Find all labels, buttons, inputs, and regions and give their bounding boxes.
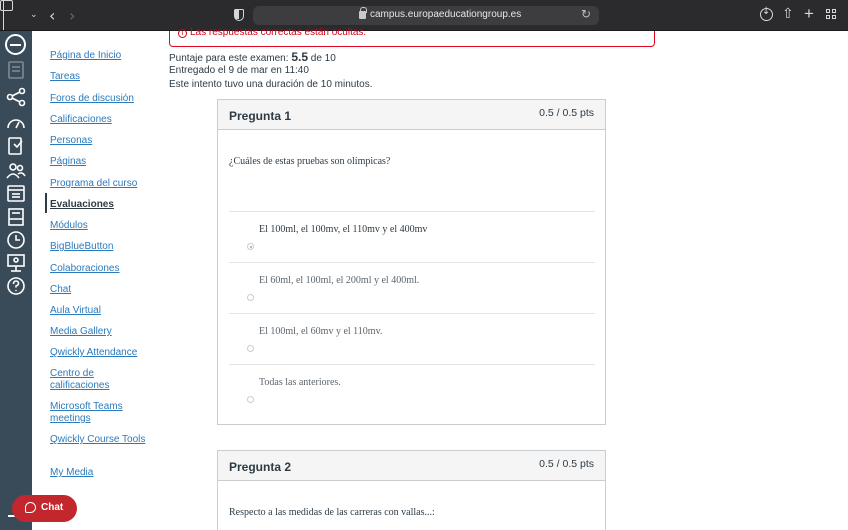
calendar-icon[interactable]: [6, 183, 26, 203]
browser-toolbar: [0, 0, 848, 31]
course-nav-evaluaciones[interactable]: Evaluaciones: [50, 199, 114, 210]
course-nav-centro-calificaciones[interactable]: Centro de calificaciones: [50, 368, 110, 391]
shield-icon[interactable]: [234, 9, 244, 21]
course-nav-paginas[interactable]: Páginas: [50, 156, 87, 167]
groups-icon[interactable]: [6, 161, 26, 181]
score-label: Puntaje para este examen:: [169, 53, 289, 64]
question-card: [217, 450, 606, 530]
inbox-icon[interactable]: [6, 207, 26, 227]
info-icon: i: [178, 29, 187, 38]
question-points: 0.5 / 0.5 pts: [539, 458, 594, 470]
answer-radio[interactable]: [247, 294, 254, 301]
answer-text: El 100ml, el 60mv y el 110mv.: [259, 326, 383, 337]
active-indicator: [45, 193, 47, 213]
course-nav-media-gallery[interactable]: Media Gallery: [50, 326, 112, 337]
reload-icon[interactable]: ↻: [580, 7, 591, 21]
duration-line: Este intento tuvo una duración de 10 minutos.: [169, 79, 373, 90]
course-nav-inicio[interactable]: Página de Inicio: [50, 50, 122, 61]
alert-text: Las respuestas correctas están ocultas.: [190, 27, 367, 38]
course-nav-qwickly-attendance[interactable]: Qwickly Attendance: [50, 347, 138, 358]
course-nav-colaboraciones[interactable]: Colaboraciones: [50, 263, 120, 274]
chat-bubble-icon: [25, 502, 36, 513]
question-header: [218, 100, 605, 130]
account-icon[interactable]: [6, 60, 26, 80]
answer-text: El 60ml, el 100ml, el 200ml y el 400ml.: [259, 275, 420, 286]
course-nav-bigbluebutton[interactable]: BigBlueButton: [50, 241, 114, 252]
answer-radio[interactable]: [247, 396, 254, 403]
submitted-line: Entregado el 9 de mar en 11:40: [169, 65, 309, 76]
answer-option[interactable]: [229, 313, 595, 364]
course-nav-modulos[interactable]: Módulos: [50, 220, 88, 231]
score-suffix: de 10: [310, 53, 336, 64]
answer-option[interactable]: [229, 364, 595, 415]
course-nav-chat[interactable]: Chat: [50, 284, 72, 295]
course-nav-tareas[interactable]: Tareas: [50, 71, 81, 82]
dashboard-icon[interactable]: [6, 113, 26, 133]
question-text: Respecto a las medidas de las carreras con vallas...:: [229, 507, 435, 518]
tab-overview-icon[interactable]: [826, 9, 837, 20]
lock-icon: [359, 11, 366, 19]
answer-radio[interactable]: [247, 345, 254, 352]
chevron-down-icon[interactable]: ⌄: [30, 9, 38, 19]
address-bar[interactable]: [253, 6, 599, 25]
question-title: Pregunta 1: [229, 109, 292, 123]
new-tab-icon[interactable]: +: [804, 4, 814, 23]
course-nav-programa[interactable]: Programa del curso: [50, 178, 138, 189]
course-nav-aula-virtual[interactable]: Aula Virtual: [50, 305, 101, 316]
history-icon[interactable]: [6, 230, 26, 250]
chat-button[interactable]: [12, 495, 77, 522]
help-icon[interactable]: [6, 276, 26, 296]
chat-button-label: Chat: [41, 502, 64, 513]
forward-icon[interactable]: ›: [69, 6, 76, 25]
question-text: ¿Cuáles de estas pruebas son olímpicas?: [229, 156, 391, 167]
answer-radio[interactable]: [247, 243, 254, 250]
question-card: [217, 99, 606, 425]
hidden-answers-alert: [169, 27, 655, 47]
share-icon[interactable]: ⇧: [782, 6, 794, 22]
studio-icon[interactable]: [6, 253, 26, 273]
course-nav-my-media[interactable]: My Media: [50, 467, 94, 478]
answer-text: Todas las anteriores.: [259, 377, 341, 388]
answer-option[interactable]: [229, 211, 595, 262]
course-nav-teams[interactable]: Microsoft Teams meetings: [50, 401, 123, 424]
download-icon[interactable]: [760, 8, 773, 21]
course-navigation: [32, 31, 160, 530]
answer-option[interactable]: [229, 262, 595, 313]
course-nav-personas[interactable]: Personas: [50, 135, 93, 146]
score-line: [169, 50, 336, 64]
sidebar-toggle-icon[interactable]: [0, 0, 13, 11]
score-value: 5.5: [291, 50, 308, 64]
network-icon[interactable]: [6, 87, 26, 107]
course-nav-qwickly-tools[interactable]: Qwickly Course Tools: [50, 434, 146, 445]
back-icon[interactable]: ‹: [49, 6, 56, 25]
course-nav-foros[interactable]: Foros de discusión: [50, 93, 134, 104]
question-title: Pregunta 2: [229, 460, 292, 474]
courses-icon[interactable]: [6, 136, 26, 156]
url-text: campus.europaeducationgroup.es: [370, 9, 522, 20]
question-header: [218, 451, 605, 481]
question-points: 0.5 / 0.5 pts: [539, 107, 594, 119]
logo-icon[interactable]: [5, 34, 26, 55]
course-nav-calificaciones[interactable]: Calificaciones: [50, 114, 112, 125]
global-navigation: [0, 31, 32, 530]
answer-text: El 100ml, el 100mv, el 110mv y el 400mv: [259, 224, 428, 235]
